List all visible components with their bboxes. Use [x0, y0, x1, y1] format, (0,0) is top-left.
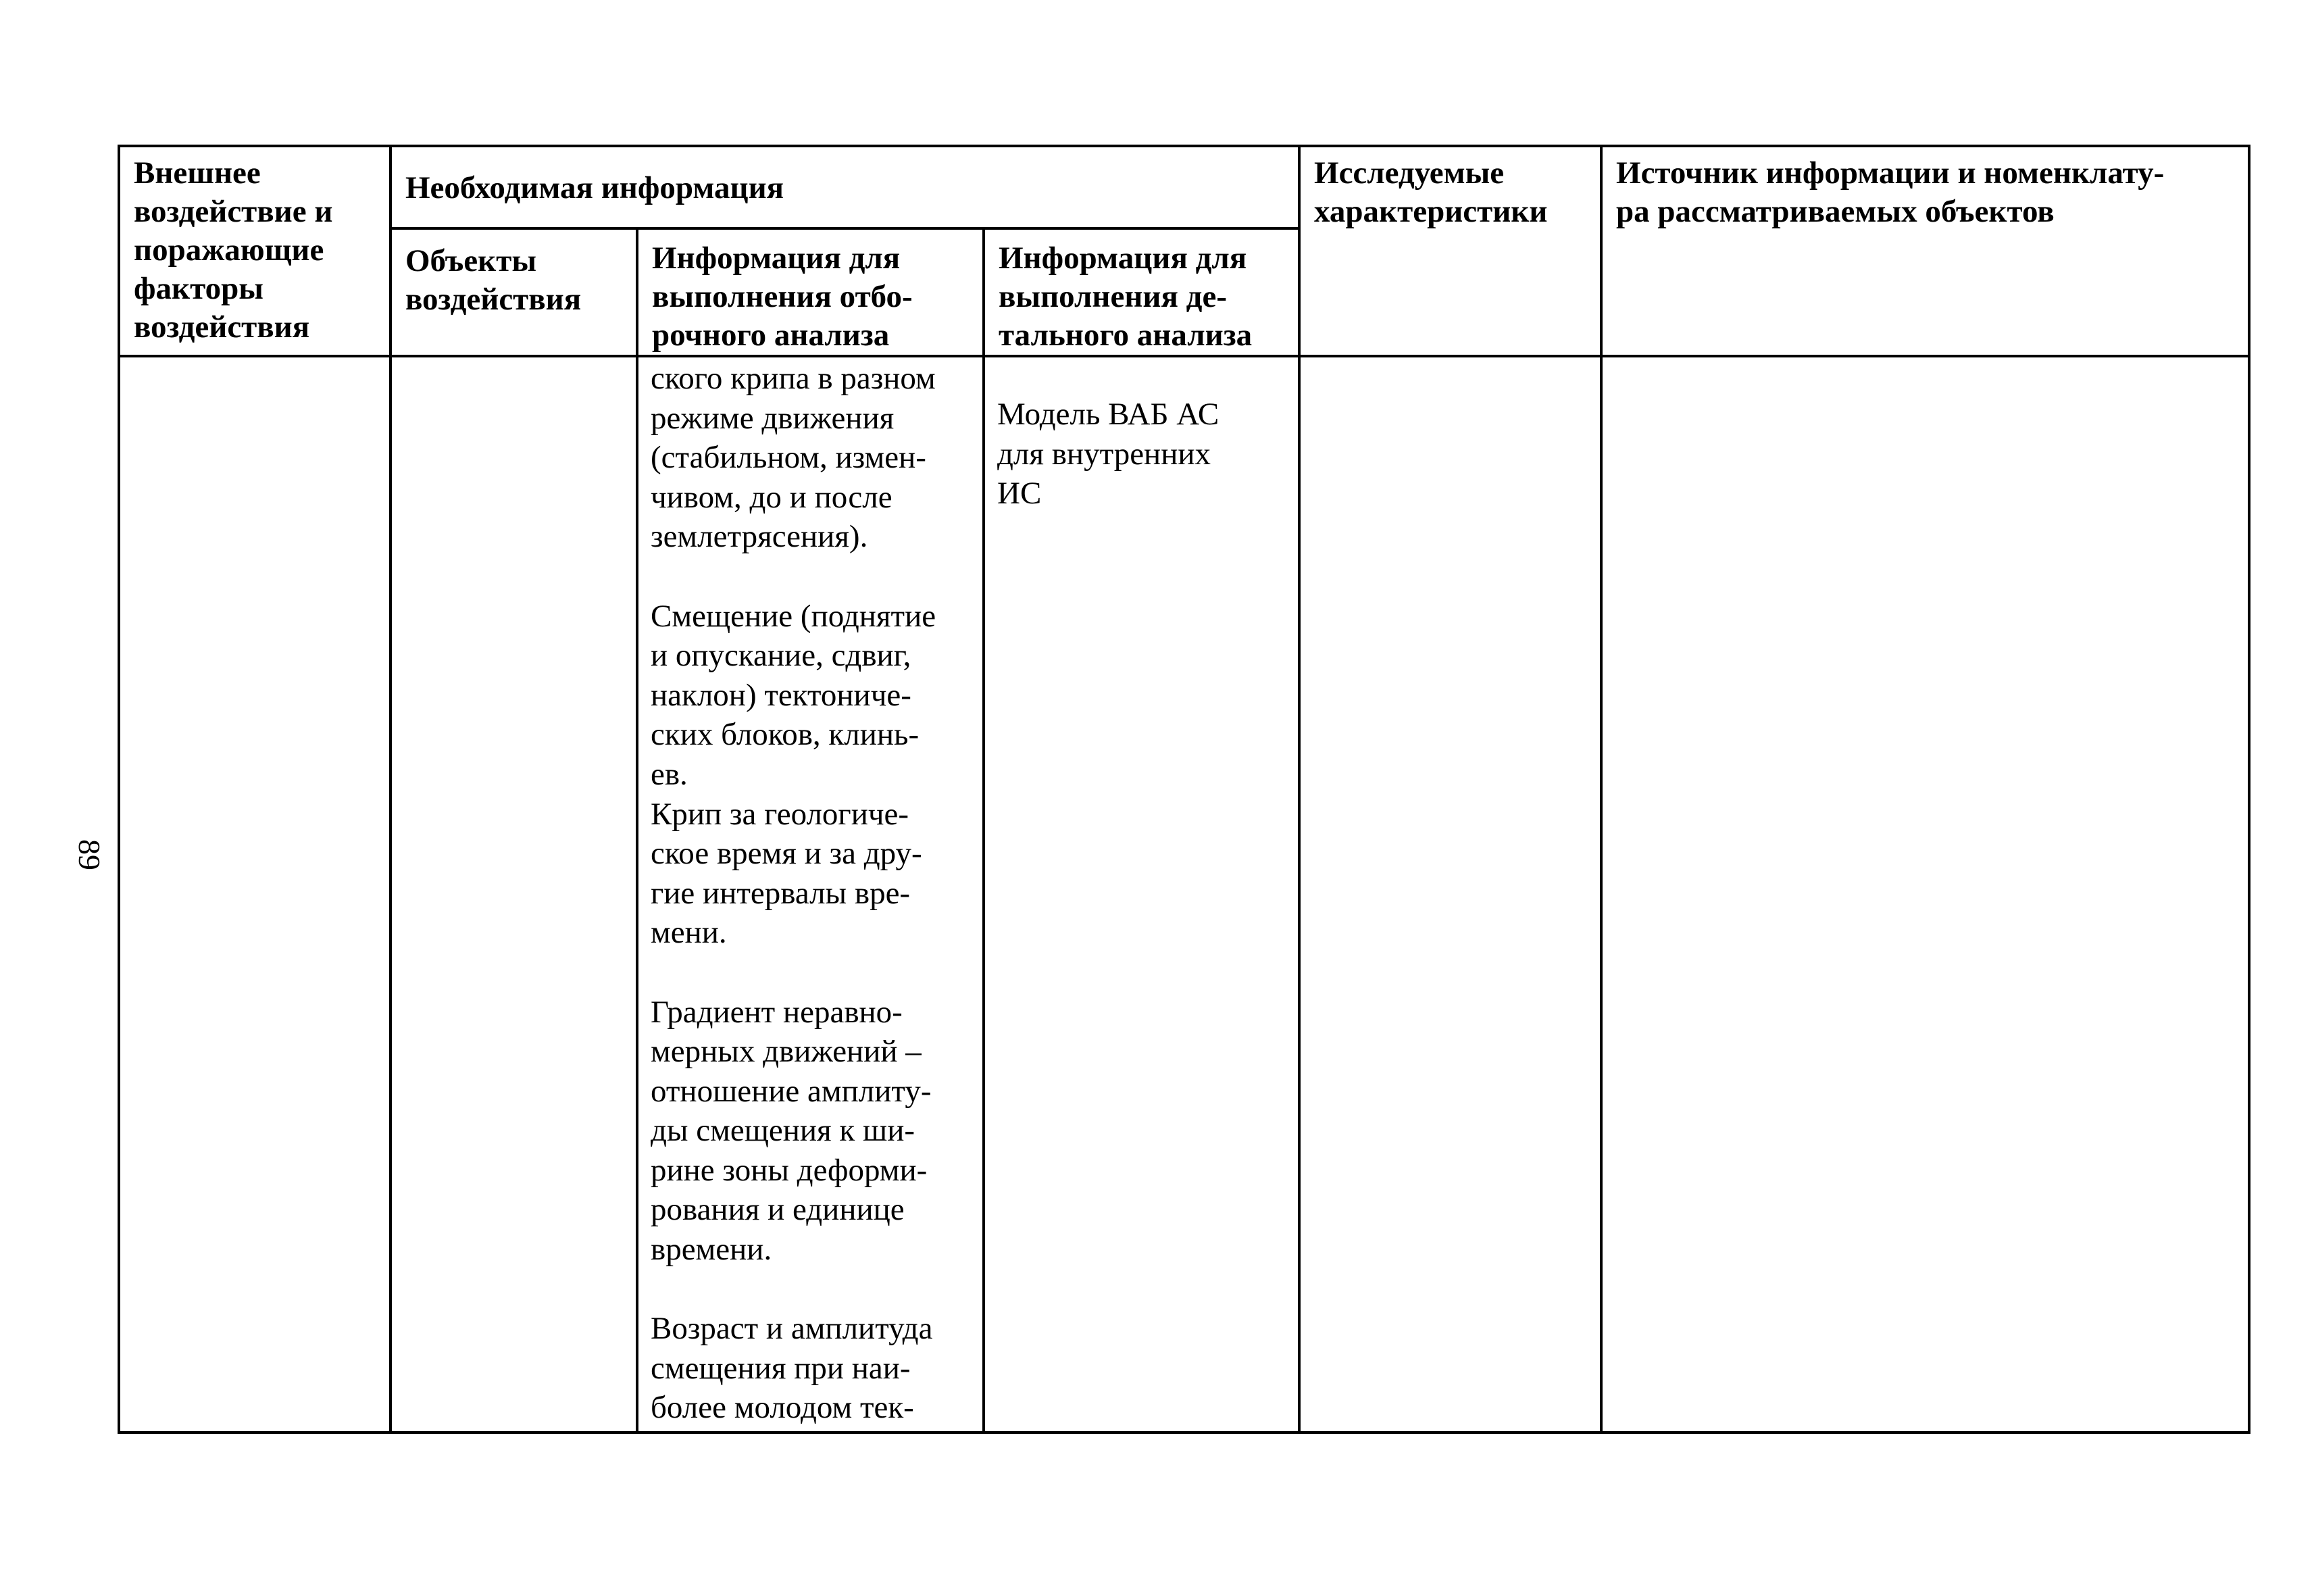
- cell-info-source: [1601, 356, 2249, 1432]
- header-required-info: Необходимая информация: [391, 146, 1299, 228]
- requirements-table: [118, 145, 2250, 1434]
- header-external-impact: Внешнее воздействие и поражающие факторы воздействия: [119, 146, 391, 356]
- cell-impact-objects: [391, 356, 637, 1432]
- cell-external-impact: [119, 356, 391, 1432]
- header-info-source: Источник информации и номенклату- ра рассматриваемых объектов: [1601, 146, 2249, 356]
- cell-detailed-info: Модель ВАБ АС для внутренних ИС: [984, 356, 1299, 1432]
- page-number: 89: [72, 839, 107, 870]
- cell-screening-info: ского крипа в разном режиме движения (стабильном, измен- чивом, до и после землетрясения). Смещение (поднятие и опускание, сдвиг, наклон) тектониче- ских блоков, клинь- ев. Крип за геологиче- ское время и за дру- гие интервалы вре- мени. Градиент неравно- мерных движений – отношение амплиту- ды смещения к ши- рине зоны деформи- рования и единице времени. Возраст и амплитуда смещения при наи- более молодом тек-: [637, 356, 984, 1432]
- header-screening-info: Информация для выполнения отбо- рочного анализа: [637, 228, 984, 356]
- cell-studied-characteristics: [1299, 356, 1601, 1432]
- header-detailed-info: Информация для выполнения де- тального анализа: [984, 228, 1299, 356]
- header-impact-objects: Объекты воздействия: [391, 228, 637, 356]
- header-studied-characteristics: Исследуемые характеристики: [1299, 146, 1601, 356]
